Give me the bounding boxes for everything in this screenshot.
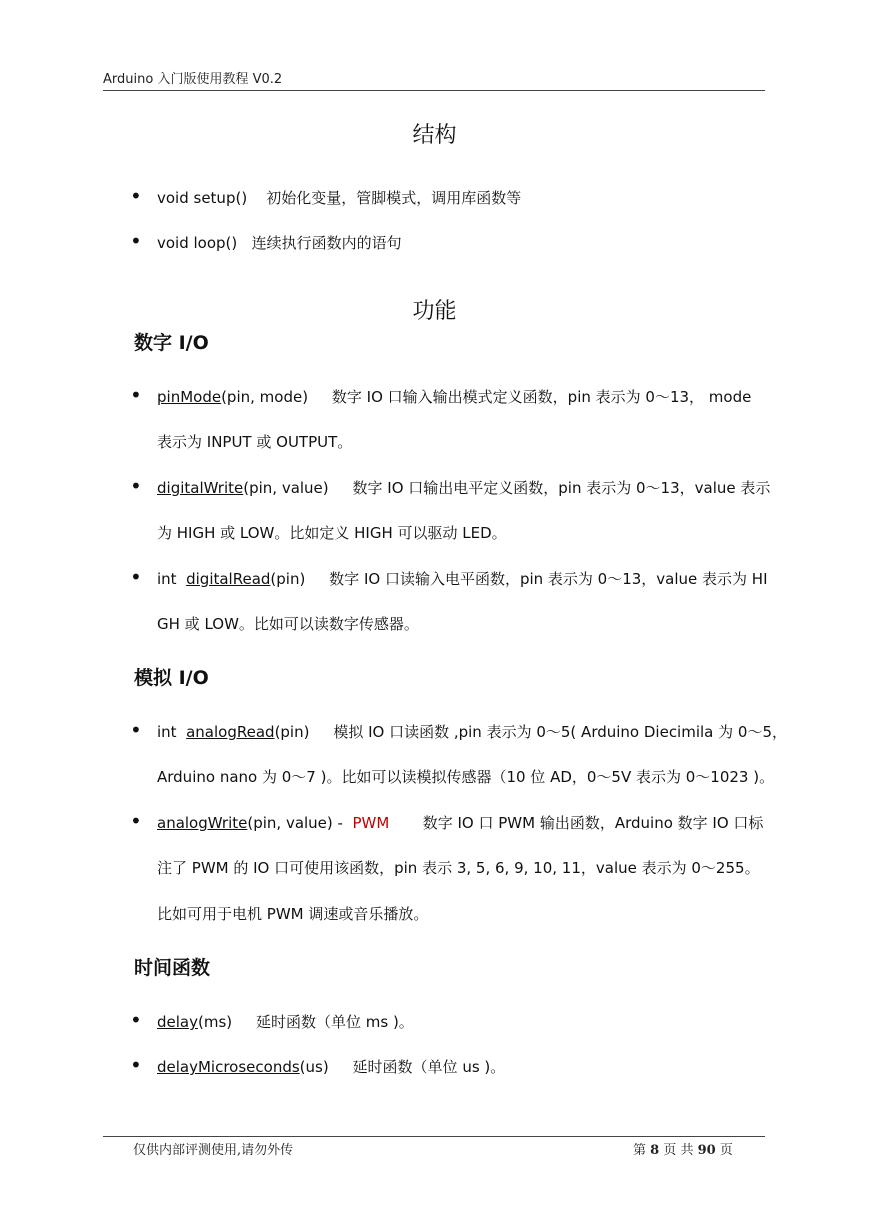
- code-setup: void setup(): [157, 189, 248, 207]
- bullet: •: [130, 184, 142, 208]
- bullet: •: [130, 809, 142, 833]
- subheading-digital-io: 数字 I/O: [134, 332, 209, 354]
- bullet: •: [130, 1008, 142, 1032]
- bullet: •: [130, 1053, 142, 1077]
- current-page: 8: [650, 1143, 660, 1158]
- link-delay[interactable]: delay: [157, 1013, 198, 1031]
- desc-digitalwrite-1: 数字 IO 口输出电平定义函数，pin 表示为 0～13，value 表示: [352, 479, 771, 497]
- page-number: [633, 1139, 733, 1158]
- desc-digitalwrite-2: 为 HIGH 或 LOW。比如定义 HIGH 可以驱动 LED。: [157, 524, 507, 542]
- args-digitalwrite: (pin, value): [243, 479, 329, 497]
- page-suffix: 页: [719, 1143, 733, 1158]
- total-pages: 90: [697, 1143, 716, 1158]
- footer-divider: [103, 1136, 765, 1137]
- args-analogwrite: (pin, value) -: [247, 814, 343, 832]
- desc-analogwrite-1: 数字 IO 口 PWM 输出函数，Arduino 数字 IO 口标: [422, 814, 764, 832]
- bullet: •: [130, 229, 142, 253]
- list-item-digitalwrite: [157, 477, 770, 498]
- link-pinmode[interactable]: pinMode: [157, 388, 222, 406]
- desc-analogwrite-2: 注了 PWM 的 IO 口可使用该函数，pin 表示 3, 5, 6, 9, 10, 11，value 表示为 0～255。: [157, 859, 760, 877]
- bullet: •: [130, 383, 142, 407]
- section-title-structure: 结构: [412, 123, 457, 148]
- footer-notice: 仅供内部评测使用,请勿外传: [133, 1143, 294, 1158]
- page-mid: 页 共: [663, 1143, 694, 1158]
- code-loop: void loop(): [157, 234, 238, 252]
- args-delaymicroseconds: (us): [299, 1058, 329, 1076]
- desc-analogwrite-3: 比如可用于电机 PWM 调速或音乐播放。: [157, 905, 429, 923]
- bullet: •: [130, 565, 142, 589]
- link-digitalread[interactable]: digitalRead: [186, 570, 271, 588]
- list-item-analogwrite: [157, 812, 763, 833]
- desc-analogread-1: 模拟 IO 口读函数 ,pin 表示为 0～5( Arduino Diecimila 为 0～5，: [333, 723, 787, 741]
- desc-loop: 连续执行函数内的语句: [251, 234, 402, 252]
- link-analogread[interactable]: analogRead: [186, 723, 275, 741]
- desc-digitalread-1: 数字 IO 口读输入电平函数，pin 表示为 0～13，value 表示为 HI: [329, 570, 768, 588]
- desc-analogread-2: Arduino nano 为 0～7 )。比如可以读模拟传感器（10 位 AD，0～5V 表示为 0～1023 )。: [157, 768, 775, 786]
- bullet: •: [130, 474, 142, 498]
- list-item-delay: [157, 1011, 414, 1032]
- list-item-setup: [157, 187, 521, 208]
- page-prefix: 第: [633, 1143, 647, 1158]
- link-pwm[interactable]: PWM: [352, 814, 390, 832]
- type-int: int: [157, 723, 177, 741]
- desc-setup: 初始化变量，管脚模式，调用库函数等: [266, 189, 522, 207]
- args-delay: (ms): [198, 1013, 233, 1031]
- type-int: int: [157, 570, 177, 588]
- section-title-functions: 功能: [412, 299, 457, 324]
- list-item-pinmode: [157, 386, 751, 407]
- desc-digitalread-2: GH 或 LOW。比如可以读数字传感器。: [157, 615, 419, 633]
- desc-pinmode-1: 数字 IO 口输入输出模式定义函数，pin 表示为 0～13， mode: [331, 388, 752, 406]
- subheading-analog-io: 模拟 I/O: [134, 667, 209, 689]
- header-divider: [103, 90, 765, 91]
- list-item-analogread: [157, 721, 787, 742]
- list-item-digitalread: [157, 568, 768, 589]
- link-delaymicroseconds[interactable]: delayMicroseconds: [157, 1058, 300, 1076]
- args-pinmode: (pin, mode): [221, 388, 309, 406]
- list-item-loop: [157, 232, 402, 253]
- subheading-time-functions: 时间函数: [134, 957, 211, 979]
- list-item-delaymicroseconds: [157, 1056, 505, 1077]
- desc-delay: 延时函数（单位 ms )。: [255, 1013, 414, 1031]
- link-analogwrite[interactable]: analogWrite: [157, 814, 248, 832]
- desc-delaymicroseconds: 延时函数（单位 us )。: [352, 1058, 506, 1076]
- args-analogread: (pin): [274, 723, 310, 741]
- args-digitalread: (pin): [270, 570, 306, 588]
- desc-pinmode-2: 表示为 INPUT 或 OUTPUT。: [157, 433, 353, 451]
- link-digitalwrite[interactable]: digitalWrite: [157, 479, 244, 497]
- bullet: •: [130, 718, 142, 742]
- document-header: Arduino 入门版使用教程 V0.2: [103, 72, 283, 87]
